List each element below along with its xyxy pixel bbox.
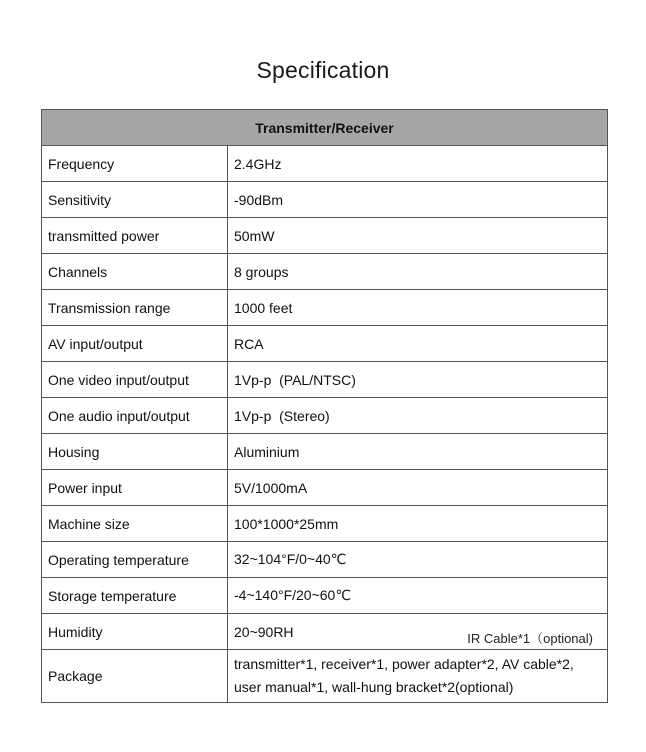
table-header: Transmitter/Receiver xyxy=(42,110,608,146)
table-row xyxy=(42,146,608,182)
table-row xyxy=(42,434,608,470)
spec-value: 32~104°F/0~40℃ xyxy=(228,542,608,578)
spec-value: 8 groups xyxy=(228,254,608,290)
spec-label: AV input/output xyxy=(42,326,228,362)
spec-value: 100*1000*25mm xyxy=(228,506,608,542)
spec-label: Sensitivity xyxy=(42,182,228,218)
spec-value: 1000 feet xyxy=(228,290,608,326)
spec-value: -90dBm xyxy=(228,182,608,218)
table-row xyxy=(42,290,608,326)
table-row xyxy=(42,326,608,362)
spec-label: Channels xyxy=(42,254,228,290)
spec-label: One audio input/output xyxy=(42,398,228,434)
spec-label: Housing xyxy=(42,434,228,470)
spec-value: Aluminium xyxy=(228,434,608,470)
ir-cable-note: IR Cable*1（optional) xyxy=(467,631,593,646)
spec-value: RCA xyxy=(228,326,608,362)
spec-label: One video input/output xyxy=(42,362,228,398)
spec-value-humidity xyxy=(228,614,608,650)
spec-label: Humidity xyxy=(42,614,228,650)
table-row xyxy=(42,218,608,254)
spec-label: Power input xyxy=(42,470,228,506)
table-row xyxy=(42,362,608,398)
spec-value: 5V/1000mA xyxy=(228,470,608,506)
package-line-1: transmitter*1, receiver*1, power adapter*2, AV cable*2, xyxy=(234,656,574,672)
package-contents xyxy=(228,650,608,703)
spec-value: 50mW xyxy=(228,218,608,254)
table-row xyxy=(42,470,608,506)
spec-label: Frequency xyxy=(42,146,228,182)
humidity-value: 20~90RH xyxy=(234,623,294,640)
spec-label: Package xyxy=(42,650,228,703)
spec-table xyxy=(41,109,608,703)
spec-value: 1Vp-p (PAL/NTSC) xyxy=(228,362,608,398)
page-title: Specification xyxy=(256,57,390,83)
spec-label: Transmission range xyxy=(42,290,228,326)
table-row-package xyxy=(42,650,608,703)
table-row xyxy=(42,398,608,434)
spec-label: Machine size xyxy=(42,506,228,542)
spec-label: Operating temperature xyxy=(42,542,228,578)
table-row xyxy=(42,254,608,290)
spec-value: 1Vp-p (Stereo) xyxy=(228,398,608,434)
table-row xyxy=(42,542,608,578)
table-row xyxy=(42,182,608,218)
spec-value: 2.4GHz xyxy=(228,146,608,182)
table-row xyxy=(42,506,608,542)
spec-label: Storage temperature xyxy=(42,578,228,614)
table-header-row xyxy=(42,110,608,146)
spec-label: transmitted power xyxy=(42,218,228,254)
table-row xyxy=(42,578,608,614)
spec-value: -4~140°F/20~60℃ xyxy=(228,578,608,614)
package-line-2: user manual*1, wall-hung bracket*2(optional) xyxy=(234,679,514,695)
table-row xyxy=(42,614,608,650)
